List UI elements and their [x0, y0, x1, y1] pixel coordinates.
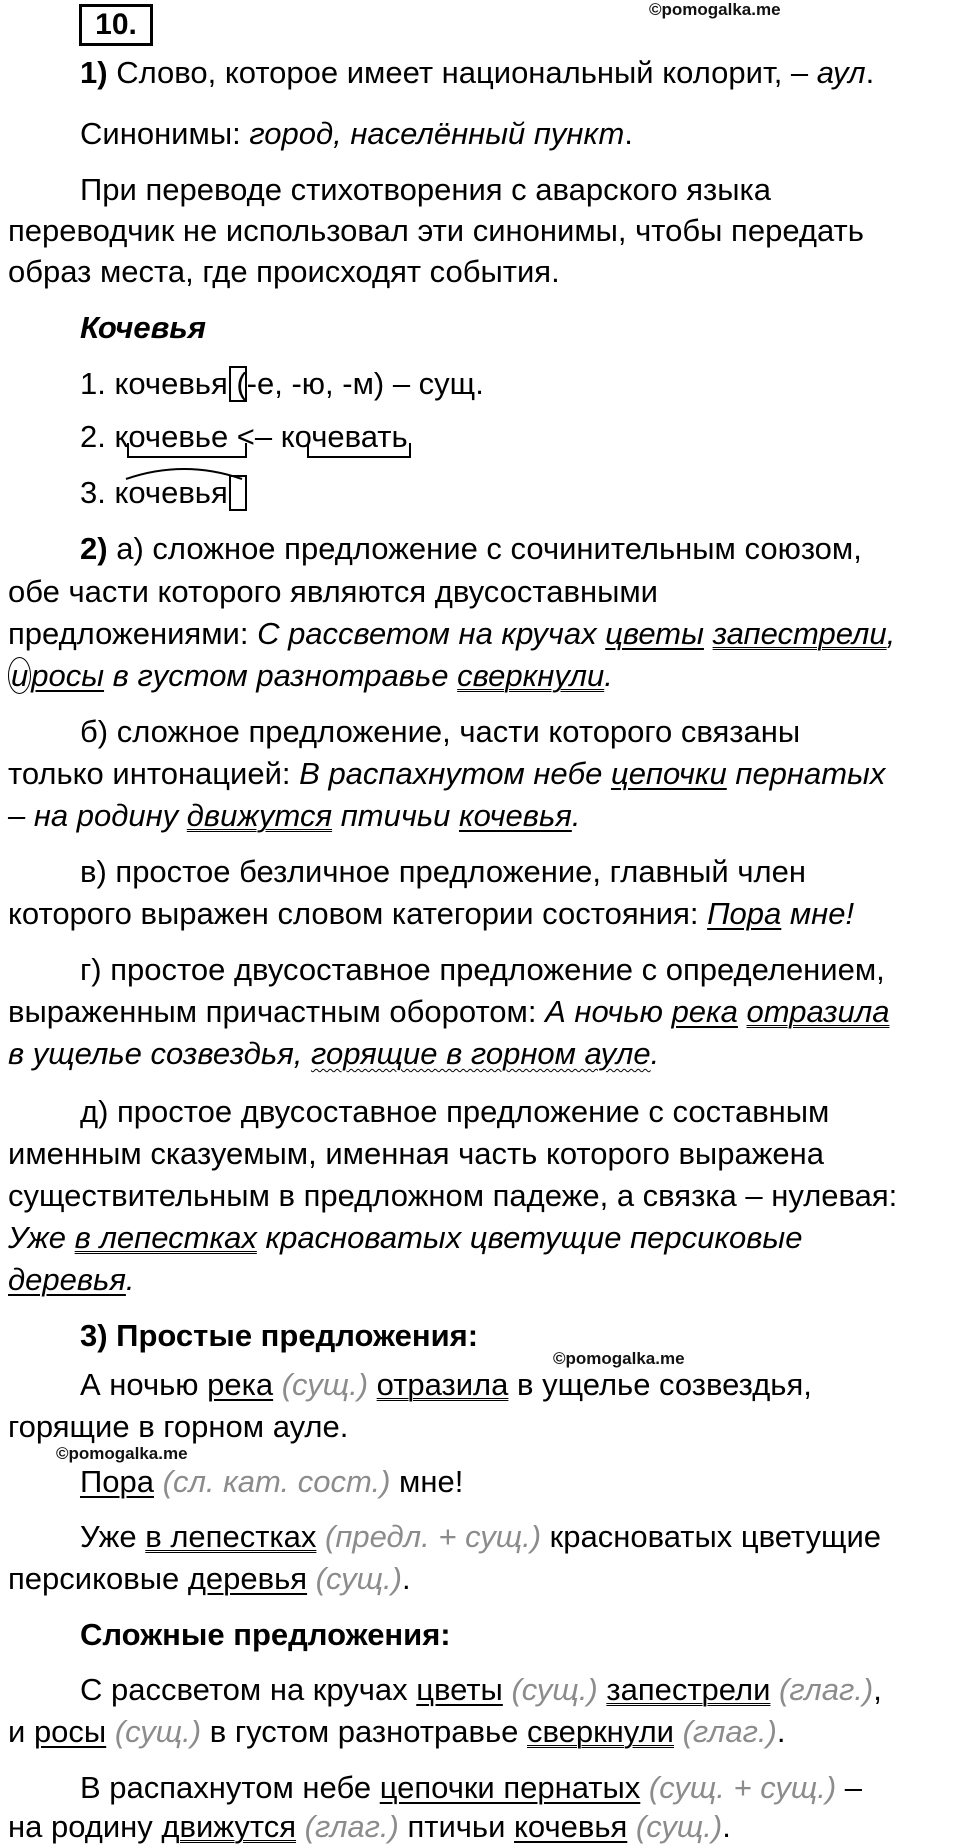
- para-line-3: образ места, где происходят события.: [8, 254, 560, 289]
- p2b-line-2: [8, 752, 956, 795]
- root-mark-2: [306, 439, 426, 461]
- pos-label: (сущ. + сущ.): [640, 1770, 845, 1805]
- s2-line: [8, 1460, 960, 1503]
- subject-derevya: деревья: [8, 1262, 126, 1297]
- p2a-line-1: [8, 527, 960, 570]
- t: –: [844, 1770, 863, 1805]
- t: выраженным причастным оборотом:: [8, 994, 546, 1029]
- p2d-line-5: [8, 1258, 956, 1301]
- main-member-pora: Пора: [707, 896, 782, 931]
- t: мне!: [781, 896, 855, 931]
- predicate-v-lepestkah: в лепестках: [74, 1220, 257, 1255]
- predicate-zapestreli: запестрели: [712, 616, 887, 651]
- watermark: ©pomogalka.me: [649, 0, 781, 19]
- t: – на родину: [8, 798, 187, 833]
- subject-cvety: цветы: [605, 616, 704, 651]
- t: пернатых: [726, 756, 886, 791]
- p2b-line-1: б) сложное предложение, части которого связаны: [80, 714, 801, 749]
- c1-subject-2: росы: [33, 1714, 107, 1749]
- p2b-line-3: [8, 794, 956, 837]
- s3-line-2: [8, 1557, 956, 1600]
- t: .: [571, 798, 581, 833]
- c1-predicate-1: запестрели: [606, 1672, 771, 1707]
- analysis-3-text: 3. кочевья: [80, 475, 228, 510]
- t: в густом разнотравье: [104, 658, 458, 693]
- pos-label: (сущ.): [627, 1809, 723, 1844]
- pos-label: (глаг.): [770, 1672, 874, 1707]
- t: В распахнутом небе: [299, 756, 611, 791]
- simple-title-text: 3) Простые предложения:: [80, 1318, 479, 1353]
- ending-box-mark: [229, 366, 247, 402]
- t: Уже: [80, 1519, 146, 1554]
- pos-label: (глаг.): [296, 1809, 408, 1844]
- t: .: [722, 1809, 731, 1844]
- participle-phrase: горящие в горном ауле: [311, 1036, 651, 1071]
- subject-reka: река: [671, 994, 738, 1029]
- t: .: [650, 1036, 660, 1071]
- c1-subject-1: цветы: [416, 1672, 503, 1707]
- syn-label: Синонимы:: [80, 116, 250, 151]
- analysis-line-1: [8, 362, 960, 405]
- t: красноватых цветущие: [549, 1519, 882, 1554]
- part1-line1: [8, 51, 960, 94]
- p2g-line-1: г) простое двусоставное предложение с определением,: [80, 952, 885, 987]
- para-line-1: При переводе стихотворения с аварского языка: [80, 172, 772, 207]
- task-number: 10.: [79, 4, 153, 46]
- t: .: [401, 1561, 411, 1596]
- t: красноватых цветущие персиковые: [256, 1220, 803, 1255]
- p2d-line-3: существительным в предложном падеже, а связка – нулевая:: [8, 1178, 898, 1213]
- t: А ночью: [545, 994, 672, 1029]
- p2d-line-4: [8, 1216, 956, 1259]
- c2-line-1: [8, 1766, 960, 1809]
- t: С рассветом на кручах: [257, 616, 606, 651]
- pos-label: (сущ.): [273, 1367, 377, 1402]
- t: ,: [886, 616, 896, 651]
- t: С рассветом на кручах: [80, 1672, 417, 1707]
- t: предложениями:: [8, 616, 258, 651]
- part1-text: Слово, которое имеет национальный колорит, –: [107, 55, 817, 90]
- simple-title: [8, 1314, 960, 1357]
- t: В распахнутом небе: [80, 1770, 380, 1805]
- pos-label: (сущ.): [106, 1714, 210, 1749]
- t: только интонацией:: [8, 756, 300, 791]
- pos-label: (сл. кат. сост.): [154, 1464, 400, 1499]
- t: Уже: [8, 1220, 75, 1255]
- c2-line-2: [8, 1805, 956, 1848]
- t: А ночью: [80, 1367, 208, 1402]
- word-title-text: Кочевья: [80, 310, 206, 345]
- t: в ущелье созвездья,: [8, 1036, 312, 1071]
- predicate-otrazila: отразила: [746, 994, 890, 1029]
- p2v-line-2: [8, 892, 956, 935]
- word-aul: аул: [816, 55, 866, 90]
- subject-kochevya: кочевья: [459, 798, 572, 833]
- t: птичьи: [407, 1809, 515, 1844]
- c1-predicate-2: сверкнули: [526, 1714, 674, 1749]
- c1-line-1: [8, 1668, 960, 1711]
- p2a-text-1: а) сложное предложение с сочинительным союзом,: [116, 531, 862, 566]
- c2-subject-1: цепочки пернатых: [379, 1770, 641, 1805]
- complex-title: [8, 1613, 960, 1656]
- synonyms-line: [8, 112, 960, 155]
- watermark-2: ©pomogalka.me: [553, 1349, 685, 1368]
- pos-label: (предл. + сущ.): [316, 1519, 550, 1554]
- root-mark-1: [126, 439, 266, 461]
- t: в густом разнотравье: [209, 1714, 527, 1749]
- s2-main: Пора: [80, 1464, 155, 1499]
- subject-rosy: росы: [31, 658, 105, 693]
- t: в ущелье созвездья,: [508, 1367, 812, 1402]
- dot: .: [865, 55, 875, 90]
- t: .: [776, 1714, 786, 1749]
- pos-label: (глаг.): [674, 1714, 777, 1749]
- t: которого выражен словом категории состояния:: [8, 896, 708, 931]
- syn-values: город, населённый пункт: [249, 116, 625, 151]
- s1-line-1: [8, 1363, 960, 1406]
- ending-box-mark-2: [229, 475, 247, 511]
- watermark-3: ©pomogalka.me: [56, 1444, 188, 1463]
- s3-predicate: в лепестках: [145, 1519, 317, 1554]
- s3-subject: деревья: [187, 1561, 308, 1596]
- s1-predicate: отразила: [376, 1367, 509, 1402]
- c2-predicate: движутся: [161, 1809, 297, 1844]
- dot: .: [624, 116, 633, 151]
- c1-line-2: [8, 1710, 956, 1753]
- p2a-line-3: [8, 612, 956, 655]
- subject-cepochki: цепочки: [610, 756, 727, 791]
- p2v-line-1: в) простое безличное предложение, главный член: [80, 854, 806, 889]
- s1-line-2: горящие в горном ауле.: [8, 1409, 349, 1444]
- part2-num: 2): [80, 531, 108, 566]
- complex-title-text: Сложные предложения:: [80, 1617, 451, 1652]
- t: персиковые: [8, 1561, 188, 1596]
- pos-label: (сущ.): [502, 1672, 607, 1707]
- word-title: [8, 306, 960, 349]
- t: .: [125, 1262, 135, 1297]
- t: на родину: [8, 1809, 162, 1844]
- t: и: [8, 1714, 34, 1749]
- p2g-line-2: [8, 990, 956, 1033]
- conjunction-i: и: [8, 657, 31, 694]
- t: птичьи: [332, 798, 460, 833]
- predicate-dvizhutsya: движутся: [186, 798, 333, 833]
- p2g-line-3: [8, 1032, 956, 1075]
- analysis-line-2: [8, 415, 960, 458]
- pos-label: (сущ.): [307, 1561, 402, 1596]
- p2a-line-2: обе части которого являются двусоставными: [8, 574, 658, 609]
- c2-subject-2: кочевья: [514, 1809, 628, 1844]
- p2a-line-4: [8, 654, 956, 697]
- t: .: [604, 658, 613, 693]
- analysis-2-text: 2. кочевье <– кочевать: [80, 419, 408, 454]
- t: ,: [873, 1672, 882, 1707]
- p2d-line-2: именным сказуемым, именная часть которого выражена: [8, 1136, 825, 1171]
- analysis-1-text: 1. кочевья (-е, -ю, -м) – сущ.: [80, 366, 484, 401]
- predicate-sverknuli: сверкнули: [457, 658, 605, 693]
- s3-line-1: [8, 1515, 960, 1558]
- t: мне!: [399, 1464, 464, 1499]
- p2d-line-1: д) простое двусоставное предложение с составным: [80, 1094, 830, 1129]
- analysis-line-3: [8, 471, 960, 514]
- para-line-2: переводчик не использовал эти синонимы, чтобы передать: [8, 213, 864, 248]
- part1-num: 1): [80, 55, 108, 90]
- s1-subject: река: [207, 1367, 274, 1402]
